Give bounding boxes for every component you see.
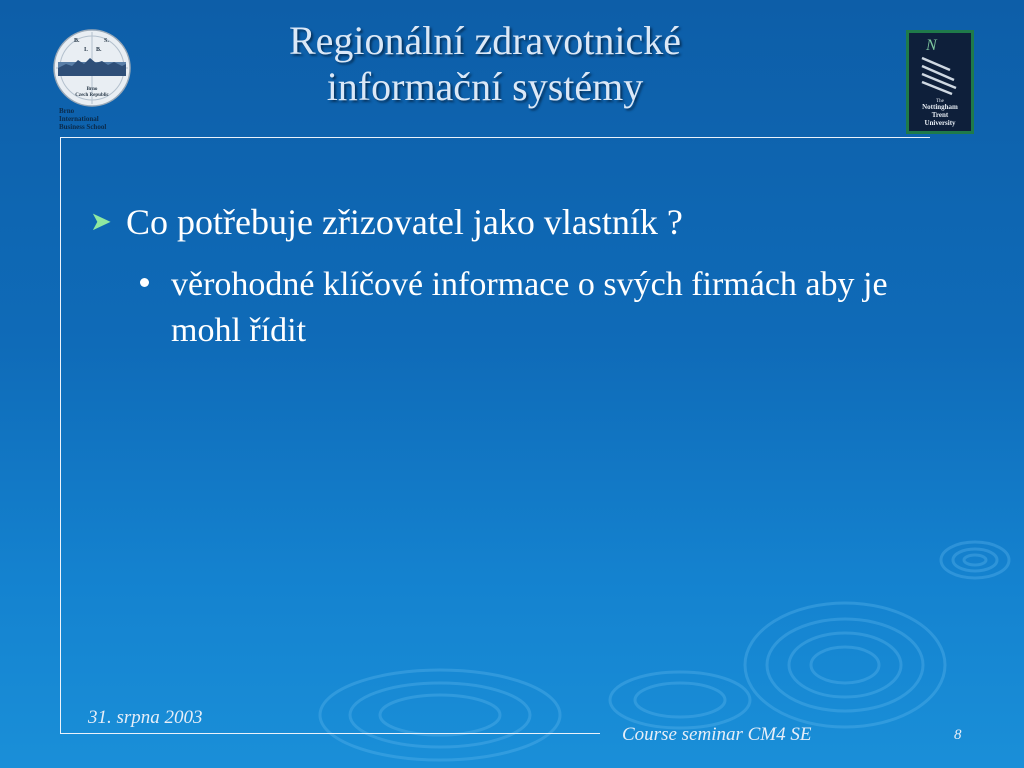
logo-letter-b1: B. xyxy=(74,38,80,44)
footer-date: 31. srpna 2003 xyxy=(88,707,203,728)
frame-bottom-line xyxy=(60,733,600,734)
bibs-caption-line: International xyxy=(59,115,99,123)
bibs-logo xyxy=(52,28,132,108)
ntu-line-trent: Trent xyxy=(931,111,949,119)
ntu-logo xyxy=(906,30,974,134)
slide-title-line1: Regionální zdravotnické xyxy=(288,18,682,63)
frame-left-line xyxy=(60,137,61,734)
bibs-caption-line: Business School xyxy=(59,123,107,131)
ntu-line-nottingham: Nottingham xyxy=(922,103,958,111)
dot-bullet-icon xyxy=(140,278,149,287)
logo-letter-b2: B. xyxy=(96,47,102,53)
page-number: 8 xyxy=(954,727,962,743)
ntu-line-university: University xyxy=(924,119,956,127)
bibs-caption xyxy=(59,107,139,131)
bullet-level1-text: Co potřebuje zřizovatel jako vlastník ? xyxy=(126,202,683,242)
slide-title-line2: informační systémy xyxy=(326,64,644,109)
ntu-line-the: The xyxy=(936,99,944,104)
logo-letter-i: I. xyxy=(84,47,88,53)
slide-title xyxy=(180,18,790,110)
logo-letter-s: S. xyxy=(104,38,109,44)
arrow-bullet-icon: ➤ xyxy=(90,207,112,236)
logo-city: Brno xyxy=(86,87,98,92)
bullet-level2-text: věrohodné klíčové informace o svých firmách aby je mohl řídit xyxy=(171,266,888,349)
bibs-caption-line: Brno xyxy=(59,107,75,115)
logo-country: Czech Republic xyxy=(75,93,109,98)
footer-course: Course seminar CM4 SE xyxy=(622,724,812,745)
frame-top-line xyxy=(60,137,930,138)
ntu-monogram: N xyxy=(926,37,937,54)
bullet-level1 xyxy=(90,200,950,244)
